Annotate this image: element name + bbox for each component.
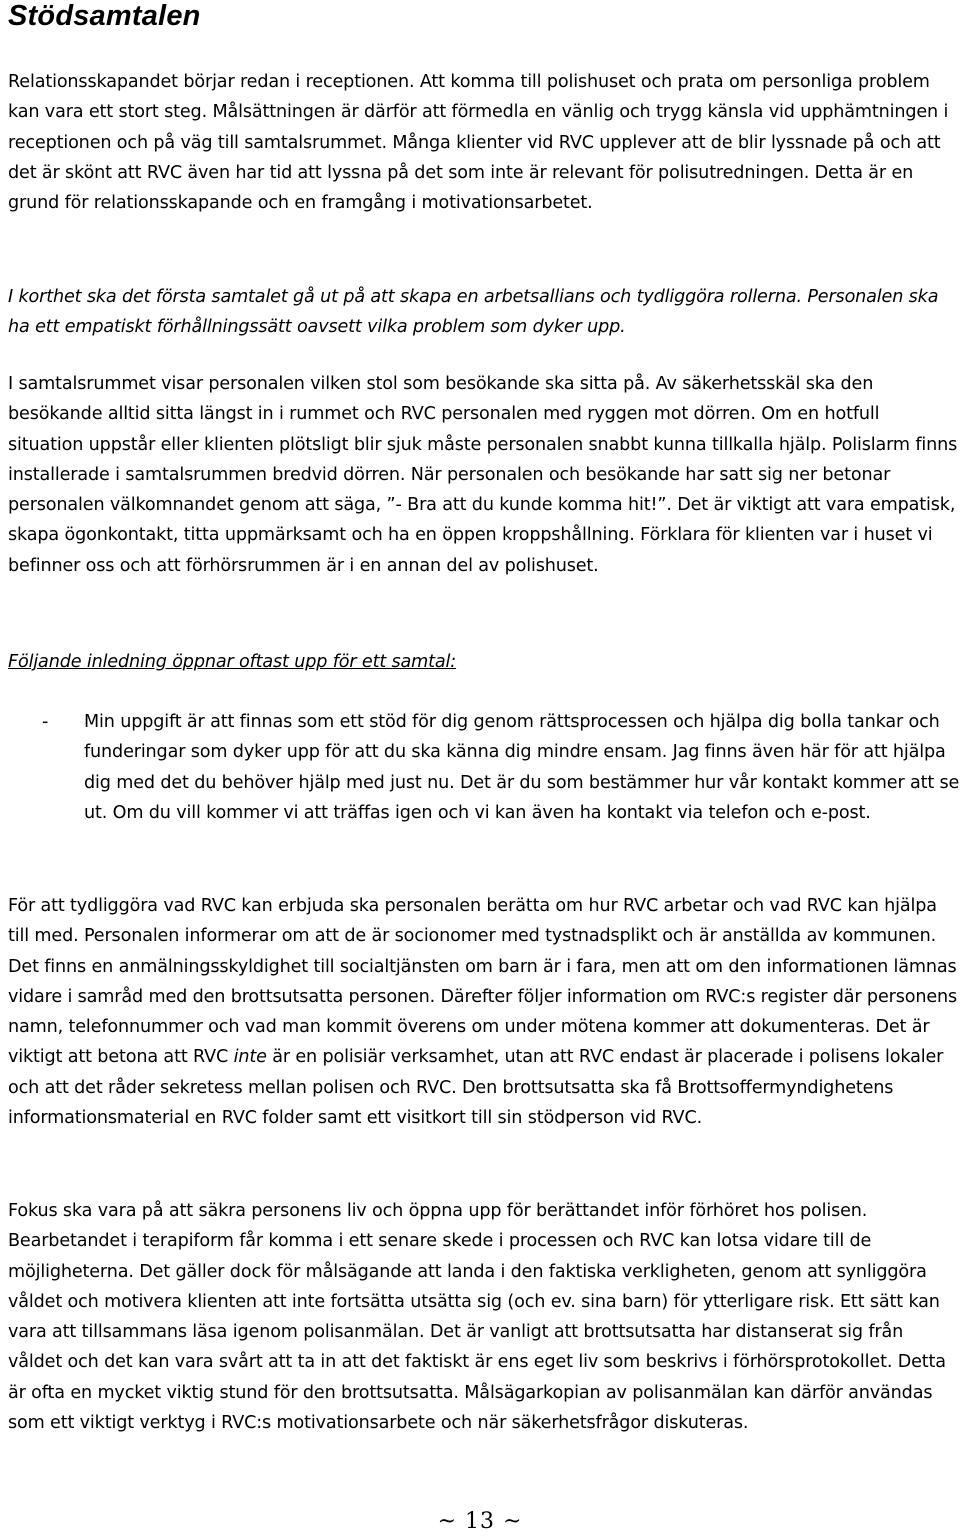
paragraph-relationship: Relationsskapandet börjar redan i receptionen. Att komma till polishuset och prata om personliga problem kan vara ett stort steg. Målsättningen är därför att förmedla en vänlig och trygg känsla vid upphämtningen i receptionen och på väg till samtalsrummet. Många klienter vid RVC upplever att de blir lyssnade på och att det är skönt att RVC även har tid att lyssna på det som inte är relevant för polisutredningen. Detta är en grund för relationsskapande och en framgång i motivationsarbetet. <box>8 72 949 214</box>
paragraph-focus: Fokus ska vara på att säkra personens liv och öppna upp för berättandet inför förhöret hos polisen. Bearbetandet i terapiform får komma i ett senare skede i processen och RVC kan lotsa vidare till de möjligheterna. Det gäller dock för målsägande att landa i den faktiska verkligheten, genom att synliggöra våldet och motivera klienten att inte fortsätta utsätta sig (och ev. sina barn) för ytterligare risk. Ett sätt kan vara att tillsammans läsa igenom polisanmälan. Det är vanligt att brottsutsatta har distanserat sig från våldet och det kan vara svårt att ta in att det faktiskt är ens eget liv som beskrivs i förhörsprotokollet. Detta är ofta en mycket viktig stund för den brottsutsatta. Målsägarkopian av polisanmälan kan därför användas som ett viktigt verktyg i RVC:s motivationsarbete och när säkerhetsfrågor diskuteras. <box>8 1201 946 1434</box>
page-title: Stödsamtalen <box>8 0 201 32</box>
list-item-text: Min uppgift är att finnas som ett stöd för dig genom rättsprocessen och hjälpa dig bolla tankar och funderingar som dyker upp för att du ska känna dig mindre ensam. Jag finns även här för att hjälpa dig med det du behöver hjälp med just nu. Det är du som bestämmer hur vår kontakt kommer att se ut. Om du vill kommer vi att träffas igen och vi kan även ha kontakt via telefon och e-post. <box>84 712 960 823</box>
paragraph-first-session: I korthet ska det första samtalet gå ut på att skapa en arbetsallians och tydliggöra rollerna. Personalen ska ha ett empatiskt förhållningssätt oavsett vilka problem som dyker upp. <box>8 287 939 338</box>
paragraph-conversation-room: I samtalsrummet visar personalen vilken stol som besökande ska sitta på. Av säkerhetsskäl ska den besökande alltid sitta längst in i rummet och RVC personalen med ryggen mot dörren. Om en hotfull situation uppstår eller klienten plötsligt blir sjuk måste personalen snabbt kunna tillkalla hjälp. Polislarm finns installerade i samtalsrummen bredvid dörren. När personalen och besökande har satt sig ner betonar personalen välkomnandet genom att säga, ”- Bra att du kunde komma hit!”. Det är viktigt att vara empatisk, skapa ögonkontakt, titta uppmärksamt och ha en öppen kroppshållning. Förklara för klienten var i huset vi befinner oss och att förhörsrummen är i en annan del av polishuset. <box>8 374 958 576</box>
intro-heading: Följande inledning öppnar oftast upp för ett samtal: <box>8 652 457 672</box>
page-number: ~ 13 ~ <box>437 1509 523 1534</box>
dash-marker: - <box>42 712 49 732</box>
paragraph-rvc-info-emphasis: inte <box>233 1047 267 1068</box>
paragraph-rvc-info-part2: är en polisiär verksamhet, utan att RVC endast är placerade i polisens lokaler och att det råder sekretess mellan polisen och RVC. Den brottsutsatta ska få Brottsoffermyndighetens informationsmaterial en RVC folder samt ett visitkort till sin stödperson vid RVC. <box>8 1047 944 1129</box>
paragraph-rvc-info <box>8 891 960 1133</box>
paragraph-rvc-info-part1: För att tydliggöra vad RVC kan erbjuda ska personalen berätta om hur RVC arbetar och vad RVC kan hjälpa till med. Personalen informerar om att de är socionomer med tystnadsplikt och är anställda av kommunen. Det finns en anmälningsskyldighet till socialtjänsten om barn är i fara, men att om den informationen lämnas vidare i samråd med den brottsutsatta personen. Därefter följer information om RVC:s register där personens namn, telefonnummer och vad man kommit överens om under mötena kommer att dokumenteras. Det är viktigt att betona att RVC <box>8 896 958 1068</box>
